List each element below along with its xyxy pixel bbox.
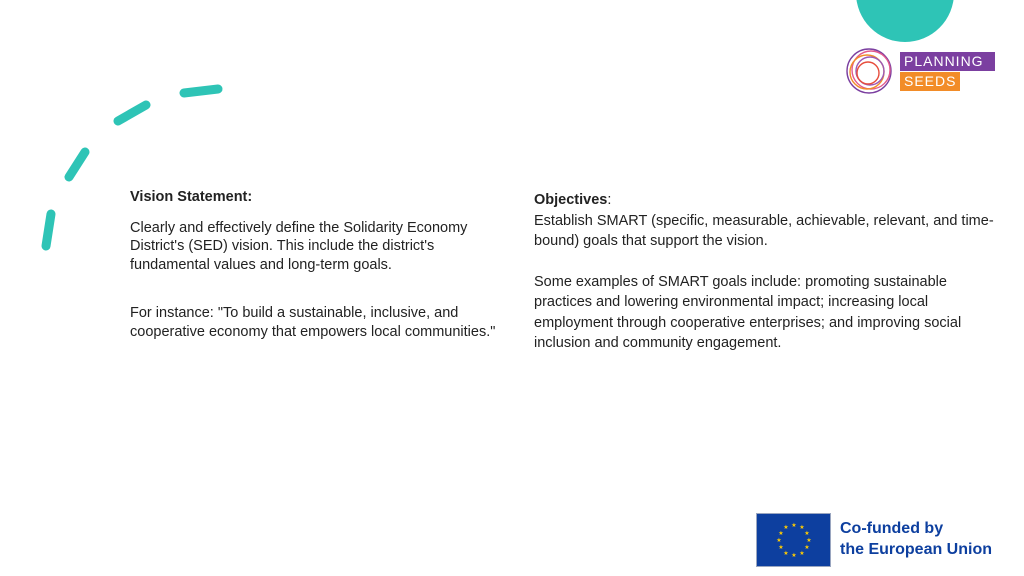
svg-text:★: ★	[806, 537, 812, 544]
planning-seeds-logo	[840, 44, 1000, 100]
eu-flag-icon	[756, 513, 831, 567]
vision-section	[130, 188, 510, 341]
svg-text:★: ★	[799, 524, 805, 531]
logo-text-seeds: SEEDS	[900, 72, 960, 91]
objectives-section	[534, 190, 994, 354]
vision-heading: Vision Statement:	[130, 189, 253, 205]
objectives-examples-paragraph: Some examples of SMART goals include: promoting sustainable practices and lowering environmental impact; increasing local employment through cooperative enterprises; and improving social inclusion and community engagement.	[534, 273, 962, 351]
logo-text-planning: PLANNING	[900, 52, 995, 71]
objectives-heading-line	[534, 190, 994, 211]
svg-text:★: ★	[791, 522, 797, 529]
svg-text:★: ★	[778, 544, 784, 551]
logo-rings-icon	[840, 44, 900, 100]
svg-text:★: ★	[778, 530, 784, 537]
eu-cofunded-text	[840, 518, 1006, 560]
svg-text:★: ★	[791, 552, 797, 559]
objectives-colon: :	[607, 192, 612, 208]
objectives-paragraph: Establish SMART (specific, measurable, achievable, relevant, and time-bound) goals that support the vision.	[534, 212, 994, 249]
svg-text:★: ★	[804, 530, 810, 537]
svg-text:★: ★	[776, 537, 782, 544]
svg-text:★: ★	[783, 524, 789, 531]
svg-text:★: ★	[783, 550, 789, 557]
svg-text:★: ★	[799, 550, 805, 557]
vision-example-paragraph: For instance: "To build a sustainable, inclusive, and cooperative economy that empowers local communities."	[130, 305, 496, 340]
decorative-circle	[856, 0, 954, 42]
eu-cofunded-badge	[756, 513, 1006, 567]
eu-text-line1: Co-funded by	[840, 520, 944, 537]
objectives-heading: Objectives	[534, 192, 608, 208]
eu-text-line2: the European Union	[840, 541, 992, 558]
vision-paragraph: Clearly and effectively define the Solidarity Economy District's (SED) vision. This include the district's fundamental values and long-term goals.	[130, 219, 468, 273]
svg-text:★: ★	[804, 544, 810, 551]
